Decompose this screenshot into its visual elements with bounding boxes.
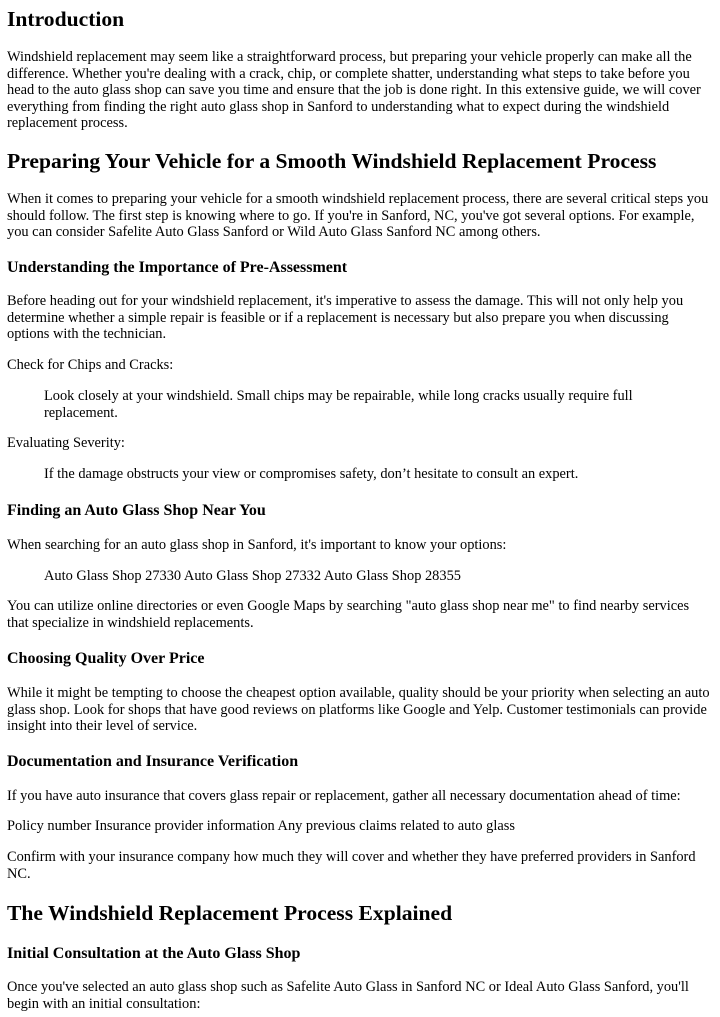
term-evaluating-severity: Evaluating Severity: bbox=[7, 435, 125, 451]
detail-evaluating-severity: If the damage obstructs your view or compromises safety, don’t hesitate to consult an expert. bbox=[44, 466, 579, 482]
consultation-paragraph: Once you've selected an auto glass shop such as Safelite Auto Glass in Sanford NC or Ideal Auto Glass Sanford, you'll begin with an initial consultation: bbox=[7, 979, 689, 1012]
preparing-heading: Preparing Your Vehicle for a Smooth Windshield Replacement Process bbox=[7, 149, 657, 173]
documentation-paragraph: If you have auto insurance that covers glass repair or replacement, gather all necessary documentation ahead of time: bbox=[7, 788, 681, 804]
documentation-paragraph-2: Confirm with your insurance company how much they will cover and whether they have preferred providers in Sanford NC. bbox=[7, 849, 696, 882]
documentation-items: Policy number Insurance provider information Any previous claims related to auto glass bbox=[7, 818, 515, 834]
quality-paragraph: While it might be tempting to choose the cheapest option available, quality should be your priority when selecting an auto glass shop. Look for shops that have good reviews on platforms like Google and Yelp. Customer testimonials can provide insight into their level of service. bbox=[7, 685, 710, 735]
intro-heading: Introduction bbox=[7, 7, 125, 31]
detail-chips-cracks: Look closely at your windshield. Small chips may be repairable, while long cracks usually require full replacement. bbox=[44, 388, 633, 421]
term-chips-cracks: Check for Chips and Cracks: bbox=[7, 357, 174, 373]
pre-assessment-heading: Understanding the Importance of Pre-Assessment bbox=[7, 259, 348, 276]
shops-list: Auto Glass Shop 27330 Auto Glass Shop 27332 Auto Glass Shop 28355 bbox=[44, 568, 461, 584]
intro-paragraph: Windshield replacement may seem like a straightforward process, but preparing your vehicle properly can make all the difference. Whether you're dealing with a crack, chip, or complete shatter, understanding what steps to take before you head to the auto glass shop can save you time and ensure that the job is done right. In this extensive guide, we will cover everything from finding the right auto glass shop in Sanford to understanding what to expect during the windshield replacement process. bbox=[7, 49, 701, 132]
finding-shop-heading: Finding an Auto Glass Shop Near You bbox=[7, 502, 266, 519]
consultation-heading: Initial Consultation at the Auto Glass Shop bbox=[7, 945, 301, 962]
documentation-heading: Documentation and Insurance Verification bbox=[7, 753, 299, 770]
finding-shop-paragraph-2: You can utilize online directories or even Google Maps by searching "auto glass shop near me" to find nearby services that specialize in windshield replacements. bbox=[7, 598, 690, 631]
pre-assessment-paragraph: Before heading out for your windshield replacement, it's imperative to assess the damage. This will not only help you determine whether a simple repair is feasible or if a replacement is necessary but also prepare you when discussing options with the technician. bbox=[7, 293, 684, 343]
quality-heading: Choosing Quality Over Price bbox=[7, 650, 205, 667]
preparing-paragraph: When it comes to preparing your vehicle for a smooth windshield replacement process, there are several critical steps you should follow. The first step is knowing where to go. If you're in Sanford, NC, you've got several options. For example, you can consider Safelite Auto Glass Sanford or Wild Auto Glass Sanford NC among others. bbox=[7, 191, 709, 241]
finding-shop-paragraph: When searching for an auto glass shop in Sanford, it's important to know your options: bbox=[7, 537, 507, 553]
process-heading: The Windshield Replacement Process Explained bbox=[7, 901, 453, 925]
